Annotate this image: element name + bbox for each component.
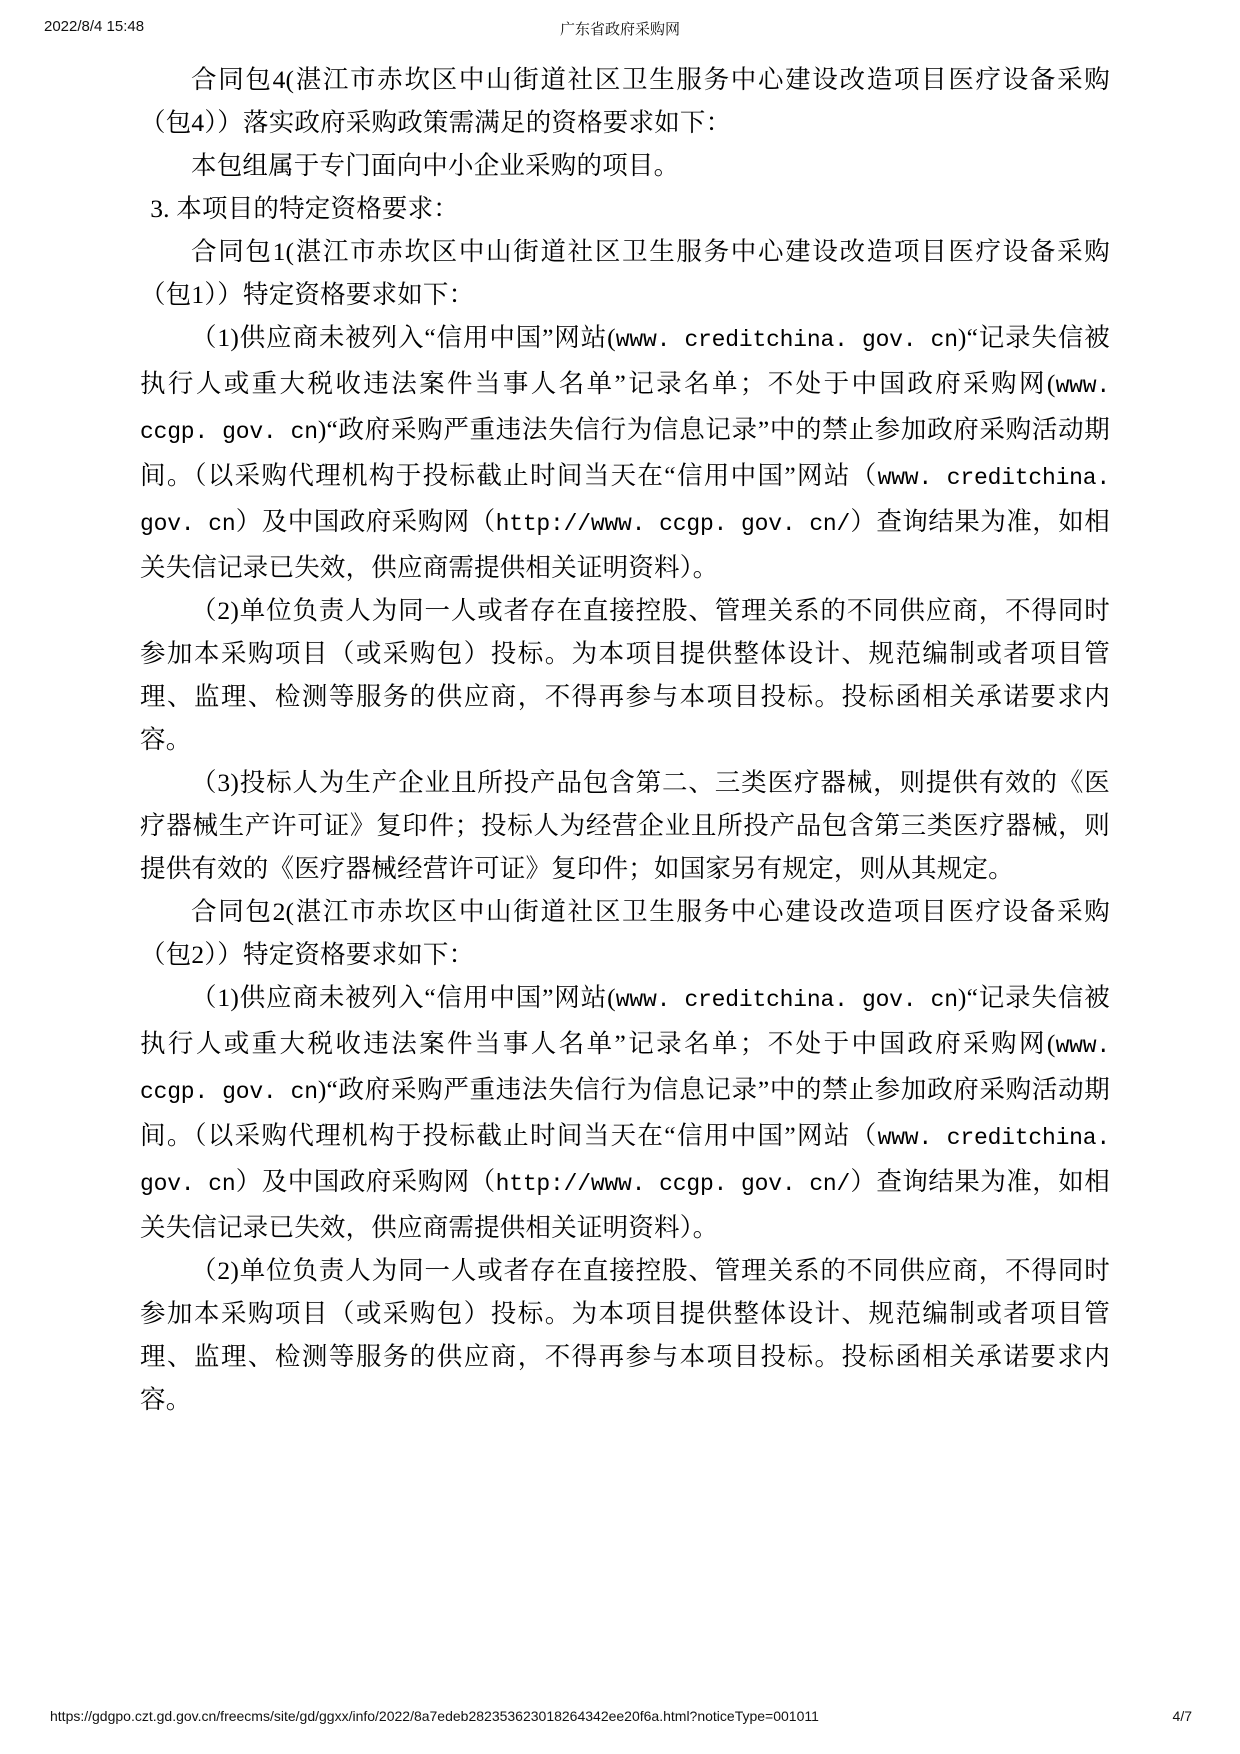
paragraph-section-3-heading: 3. 本项目的特定资格要求： <box>150 194 459 223</box>
paragraph-package2-item-2: （2)单位负责人为同一人或者存在直接控股、管理关系的不同供应商，不得同时参加本采购项目（或采购包）投标。为本项目提供整体设计、规范编制或者项目管理、监理、检测等服务的供应商，不得再参与本项目投标。投标函相关承诺要求内容。 <box>140 1256 1110 1414</box>
paragraph-package1-item-2: （2)单位负责人为同一人或者存在直接控股、管理关系的不同供应商，不得同时参加本采购项目（或采购包）投标。为本项目提供整体设计、规范编制或者项目管理、监理、检测等服务的供应商，不得再参与本项目投标。投标函相关承诺要求内容。 <box>140 596 1110 754</box>
paragraph-package1-item-3: （3)投标人为生产企业且所投产品包含第二、三类医疗器械，则提供有效的《医疗器械生产许可证》复印件；投标人为经营企业且所投产品包含第三类医疗器械，则提供有效的《医疗器械经营许可证》复印件；如国家另有规定，则从其规定。 <box>140 768 1110 883</box>
header-site-title: 广东省政府采购网 <box>559 21 680 38</box>
paragraph-package2-heading: 合同包2(湛江市赤坎区中山街道社区卫生服务中心建设改造项目医疗设备采购（包2））特定资格要求如下： <box>140 897 1110 969</box>
paragraph-package4-policy: 合同包4(湛江市赤坎区中山街道社区卫生服务中心建设改造项目医疗设备采购（包4））落实政府采购政策需满足的资格要求如下： <box>140 65 1110 137</box>
paragraph-package2-item-1: （1)供应商未被列入“信用中国”网站(www. creditchina. gov. cn)“记录失信被执行人或重大税收违法案件当事人名单”记录名单；不处于中国政府采购网(www. ccgp. gov. cn)“政府采购严重违法失信行为信息记录”中的禁止参加政府采购活动期间。（以采购代理机构于投标截止时间当天在“信用中国”网站（www. creditchina. gov. cn）及中国政府采购网（http://www. ccgp. gov. cn/）查询结果为准，如相关失信记录已失效，供应商需提供相关证明资料）。 <box>140 983 1110 1242</box>
footer-page-number: 4/7 <box>1172 1708 1192 1724</box>
footer-source-url: https://gdgpo.czt.gd.gov.cn/freecms/site/gd/ggxx/info/2022/8a7edeb282353623018264342ee20f6a.html?noticeType=001011 <box>50 1708 819 1724</box>
paragraph-package1-item-1: （1)供应商未被列入“信用中国”网站(www. creditchina. gov. cn)“记录失信被执行人或重大税收违法案件当事人名单”记录名单；不处于中国政府采购网(www. ccgp. gov. cn)“政府采购严重违法失信行为信息记录”中的禁止参加政府采购活动期间。（以采购代理机构于投标截止时间当天在“信用中国”网站（www. creditchina. gov. cn）及中国政府采购网（http://www. ccgp. gov. cn/）查询结果为准，如相关失信记录已失效，供应商需提供相关证明资料）。 <box>140 323 1110 582</box>
paragraph-sme-note: 本包组属于专门面向中小企业采购的项目。 <box>191 151 680 180</box>
page-footer <box>0 1708 1240 1728</box>
paragraph-package1-heading: 合同包1(湛江市赤坎区中山街道社区卫生服务中心建设改造项目医疗设备采购（包1））特定资格要求如下： <box>140 237 1110 309</box>
document-body <box>140 58 1110 1421</box>
header-print-date: 2022/8/4 15:48 <box>44 18 145 35</box>
page-header <box>0 18 1240 40</box>
